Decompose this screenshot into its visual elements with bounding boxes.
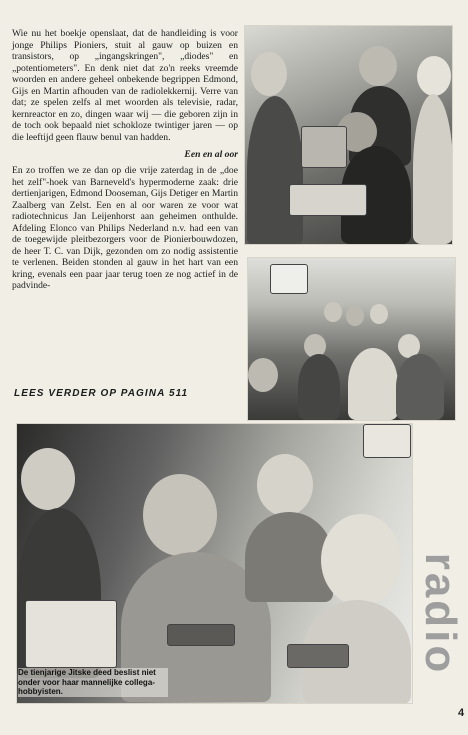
- photo-children-class: [247, 257, 456, 421]
- photo-children-building: [16, 423, 413, 704]
- circuit-board-center: [167, 624, 235, 646]
- figure-woman-right: [413, 94, 453, 244]
- child-head-3: [370, 304, 388, 324]
- child-body-left: [298, 354, 340, 420]
- page-number: 4: [458, 707, 465, 719]
- figure-head-left: [251, 52, 287, 96]
- child-body-center: [348, 348, 398, 420]
- article-paragraph-1: Wie nu het boekje openslaat, dat de handleiding is voor jonge Philips Pioniers, stuit al gauw op buizen en transistors, op „ingangskringen", „diodes" en „potentiometers". En denk niet dat zo'n reeks vreemde woorden en andere geheel onbekende begrippen Edmond, Gijs en Martin afhouden van de radiolekkernij. Verre van dat; ze spelen zelfs al met woorden als televisie, radar, kernreactor en zo, dingen waar wij — die geboren zijn in de toch ook bepaald niet schokloze twintiger jaren — op die leeftijd geen flauw benul van hadden.: [12, 28, 238, 143]
- continue-reading-line: LEES VERDER OP PAGINA 511: [14, 388, 189, 399]
- wall-sign: [270, 264, 308, 294]
- boy-head-center: [143, 474, 217, 556]
- figure-head-center: [359, 46, 397, 86]
- child-head-1: [324, 302, 342, 322]
- figure-man-left: [247, 96, 303, 245]
- figure-head-right: [417, 56, 451, 96]
- article-paragraph-2: En zo troffen we ze dan op die vrije zaterdag in de „doe het zelf"-hoek van Barneveld's hypermoderne zaak: drie dertienjarigen, Edmond Dooseman, Gijs Detiger en Martin Zaalberg van Zelst. Een en al oor waren ze voor wat radiotechnicus Jan Leijenhorst aan geheimen onthulde. Afdeling Elonco van Philips Nederland n.v. had een van de toegewijde pleitbezorgers voor de Pionierbouwdozen, de heer T. C. van Dijk, gezonden om zo nodig assistentie te verlenen. Beiden stonden al gauw in het hart van een kring, evenals een paar jaar terug toen ze nog actief in de padvinde-: [12, 165, 238, 292]
- radio-kit-table: [289, 184, 367, 216]
- photo-workshop-group: [244, 25, 453, 245]
- boy-body-back: [245, 512, 333, 602]
- photo-caption: De tienjarige Jitske deed beslist niet onder voor haar mannelijke collega-hobbyisten.: [18, 668, 168, 697]
- side-label: [416, 528, 465, 700]
- boy-head-back: [257, 454, 313, 516]
- child-head-2: [346, 306, 364, 326]
- boy-head-glasses: [21, 448, 75, 510]
- radio-kit-shelf: [301, 126, 347, 168]
- child-head-front: [248, 358, 278, 392]
- radio-set-left: [25, 600, 117, 668]
- boy-head-right: [321, 514, 401, 606]
- radio-set-top: [363, 424, 411, 458]
- circuit-board: [287, 644, 349, 668]
- side-label-text: radio: [416, 552, 465, 676]
- child-body-right: [396, 354, 444, 420]
- article-column: [12, 28, 238, 292]
- section-heading: Een en al oor: [184, 149, 238, 161]
